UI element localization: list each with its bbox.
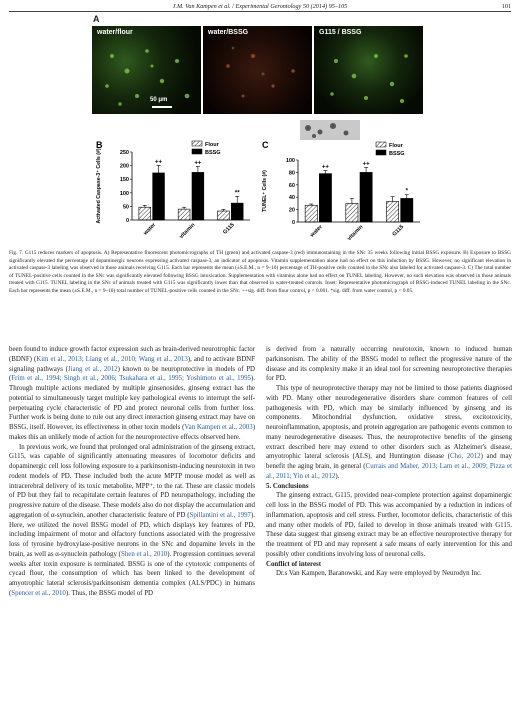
bar [139, 207, 151, 220]
paragraph: Dr.s Van Kampen, Baranowski, and Kay were employed by Neurodyn Inc. [276, 570, 482, 578]
y-tick-label: 80 [288, 170, 295, 177]
bar [192, 172, 204, 220]
panel-label: C [262, 140, 269, 150]
y-tick-label: 100 [285, 158, 295, 164]
y-axis-label: TUNEL⁺ Cells (#) [262, 170, 268, 212]
inset-cell [305, 125, 311, 131]
reference-link[interactable]: Shen et al., 2010 [120, 550, 168, 558]
y-axis-label: Activated Caspase-3⁺ Cells (#) [96, 148, 102, 224]
reference-link[interactable]: Van Kampen et al., 2003 [184, 424, 253, 431]
legend-label: BSSG [389, 151, 405, 157]
significance-mark: ++ [362, 161, 370, 168]
bar [386, 202, 398, 222]
section-heading-conclusions: 5. Conclusions [266, 482, 309, 490]
reference-link[interactable]: Currais and Maher, 2013; Lam et al., 2009; Pizza et al., 2011; Yin et al., 2012 [266, 463, 512, 480]
significance-mark: ++ [194, 160, 202, 167]
micrograph-label: water/flour [97, 29, 133, 36]
micrograph-water-bssg [203, 26, 312, 114]
chart-caspase3-svg [92, 138, 257, 246]
micrograph-texture [92, 26, 201, 114]
legend-swatch [192, 149, 202, 154]
reference-link[interactable]: Spillantini et al., 1997 [189, 511, 251, 519]
micrograph-label: water/BSSG [208, 29, 249, 36]
paragraph: In previous work, we found that prolonged oral administration of the ginseng extract, G115, was capable of significantly attenuating measures of locomotor deficits and dopaminergic cell loss following exposure to a parkinsonism-inducing neurotoxin in two rodent models of PD. These included both the acute MPTP mouse model as well as intracerebral delivery of its toxic metabolite, MPP⁺, to the rat. These are classic models of PD but they fail to recapitulate certain features of PD neuropathology, including the progressive nature of the disease. These models also do not display the accumulation and aggregation of α-synuclein, another characteristic feature of PD (Spillantini et al., 1997). Here, we utilized the novel BSSG model of PD, which displays key features of PD, including impairment of motor and olfactory functions associated with the progressive loss of tyrosine hydroxylase-positive neurons in the SNc and dopamine levels in the brain, as well as α-synuclein pathology (Shen et al., 2010). Progression continues several weeks after toxin exposure is terminated. BSSG is one of the cytotoxic components of cycad flour, the consumption of which has been linked to the development of amyotrophic lateral sclerosis/parkinsonism dementia complex (ALS/PDC) in humans (Spencer et al., 2010). Thus, the BSSG model of PD [9, 443, 256, 597]
reference-link[interactable]: Jiang et al., 2012 [67, 365, 118, 373]
micrograph-g115-bssg [314, 26, 423, 114]
reference-link[interactable]: Cho, 2012 [450, 453, 481, 461]
paragraph: The ginseng extract, G115, provided near-complete protection against dopaminergic cell loss in the BSSG model of PD. This was accompanied by a reduction in indices of inflammation, apoptosis and cell stress. Further, locomotor deficits, characteristic of this and many other models of PD, failed to develop in those animals treated with G115. These data suggest that ginseng extract may be an effective neuroprotective therapy for the treatment of PD and may represent a safe means of early intervention for this and possibly other conditions involving loss of neuronal cells. [266, 492, 512, 558]
header-rule [9, 11, 511, 12]
bar [360, 172, 372, 222]
bar [305, 205, 317, 222]
reference-link[interactable]: Kim et al., 2013; Liang et al., 2010; Wang et al., 2013 [36, 355, 188, 363]
y-tick-label: 60 [288, 182, 295, 189]
micrograph-label: G115 / BSSG [319, 29, 362, 36]
left-column [9, 345, 255, 599]
x-tick-label: G115 [222, 222, 236, 236]
paragraph: been found to induce growth factor expression such as brain-derived neurotrophic factor (BDNF) (Kim et al., 2013; Liang et al., 2010; Wang et al., 2013), and to activate BDNF signaling pathways (Jiang et al., 2012) known to be neuroprotective in models of PD (Frim et al., 1994; Singh et al., 2006; Tsukahara et al., 1995; Yoshimoto et al., 1995). Through multiple actions mediated by multiple ginsenosides, ginseng extract has the potential to simultaneously target multiple key pathological events to interrupt the self-perpetuating cycle characteristic of PD and protect neuronal cells from further loss. Further work is being done to rule out any direct interaction ginseng extract may have on BSSG, itself. However, its effectiveness in other toxin models (Van Kampen et al., 2003) makes this an unlikely mode of action for the neuroprotective effects observed here. [9, 346, 256, 441]
reference-link[interactable]: Frim et al., 1994; Singh et al., 2006; Tsukahara et al., 1995; Yoshimoto et al., 1995 [11, 375, 251, 383]
y-tick-label: 200 [119, 163, 129, 170]
legend-label: BSSG [205, 150, 221, 156]
bar [319, 174, 331, 222]
legend-label: Flour [205, 142, 219, 148]
significance-mark: ++ [155, 159, 163, 166]
x-tick-label: vitamin [178, 222, 197, 241]
micrograph-water-flour [92, 26, 201, 114]
right-column [266, 345, 512, 579]
bar [231, 203, 243, 220]
inset-cell [330, 123, 336, 129]
significance-mark: ++ [321, 164, 329, 171]
y-tick-label: 50 [122, 204, 129, 211]
y-tick-label: 250 [119, 150, 129, 156]
paragraph: is derived from a naturally occurring neurotoxin, known to induced human parkinsonism. The ability of the BSSG model to reflect the progressive nature of the disease and its complexity make it an ideal tool for screening neuroprotective therapies for PD. [266, 346, 512, 383]
bar [178, 209, 190, 220]
y-tick-label: 20 [288, 207, 295, 214]
chart-tunel [258, 120, 428, 246]
legend-swatch [376, 150, 386, 155]
y-tick-label: 0 [291, 220, 295, 226]
panel-label: B [96, 140, 103, 150]
page-number: 101 [501, 3, 511, 10]
y-tick-label: 40 [288, 195, 295, 202]
chart-caspase3 [92, 138, 257, 246]
x-tick-label: water [309, 224, 324, 239]
reference-link[interactable]: Spencer et al., 2010 [11, 589, 66, 597]
legend-swatch [192, 141, 202, 146]
x-tick-label: G115 [391, 224, 406, 238]
significance-mark: * [405, 188, 408, 195]
bar [401, 198, 413, 222]
significance-mark: ** [234, 190, 240, 197]
section-heading-conflict: Conflict of interest [266, 560, 321, 568]
x-tick-label: vitamin [346, 224, 365, 243]
bar [153, 173, 165, 220]
inset-cell [312, 134, 316, 138]
chart-tunel-svg [258, 120, 428, 246]
bar [346, 203, 358, 222]
paragraph: This type of neuroprotective therapy may not be limited to those patients diagnosed with PD. Many other neurodegenerative disorders share common features of cell pathogenesis with PD, which may be similarly influenced by ginseng and its components. Mitochondrial dysfunction, oxidative stress, excitotoxicity, neuroinflammation, apoptosis, and protein aggregation are pathogenic events common to many neurodegenerative diseases. Thus, the neuroprotective benefits of the ginseng extract described here may extend to other disorders such as Alzheimer's disease, amyotrophic lateral sclerosis (ALS), and Huntington disease (Cho, 2012) and may benefit the aging brain, in general (Currais and Maher, 2013; Lam et al., 2009; Pizza et al., 2011; Yin et al., 2012). [266, 385, 512, 480]
panel-a-label: A [93, 14, 100, 24]
micrograph-texture [203, 26, 312, 114]
legend-swatch [376, 142, 386, 147]
inset-cell [318, 130, 323, 135]
legend-label: Flour [389, 143, 403, 149]
y-tick-label: 0 [125, 218, 129, 224]
inset-cell [344, 131, 349, 136]
micrograph-texture [314, 26, 423, 114]
scale-bar [152, 106, 172, 108]
journal-citation: J.M. Van Kampen et al. / Experimental Gerontology 50 (2014) 95–105 [172, 3, 348, 10]
y-tick-label: 150 [119, 177, 129, 184]
figure-caption: Fig. 7. G115 reduces markers of apoptosis. A) Representative fluorescent photomicrographs of TH (green) and activated caspase-3 (red) immunostaining in the SNc 35 weeks following initial BSSG exposure. B) Exposure to BSSG significantly elevated the percentage of dopaminergic neurons expressing activated caspase-3, an indicator of apoptosis. Vitamin supplementation alone had no effect on this induction by BSSG. However, no significant elevation in activated caspase-3 labeling was observed in those animals receiving G115. Each bar represents the mean (±S.E.M., n = 9–10) percentage of TH-positive cells counted in the SNc also labeled for activated caspase-3. C) The total number of TUNEL-positive cells counted in the SNc was significantly elevated following BSSG intoxication. Supplementation with vitamins alone had no effect on TUNEL labeling. However, no such elevation was observed in those animals treated with G115. TUNEL labeling in the SNc of animals treated with G115 was significantly lower than that observed in water-treated controls. Inset: Representative photomicrograph of BSSG-induced TUNEL labeling in the SNc. Each bar represents the mean (±S.E.M., n = 9–10) total number of TUNEL-positive cells counted in the SNc. ++sig. diff. from flour control, p < 0.001. *sig. diff. from water control, p < 0.05. [9, 250, 511, 294]
y-tick-label: 100 [119, 190, 129, 197]
x-tick-label: water [142, 222, 158, 237]
bar [218, 211, 230, 220]
scale-label: 50 μm [150, 97, 168, 103]
